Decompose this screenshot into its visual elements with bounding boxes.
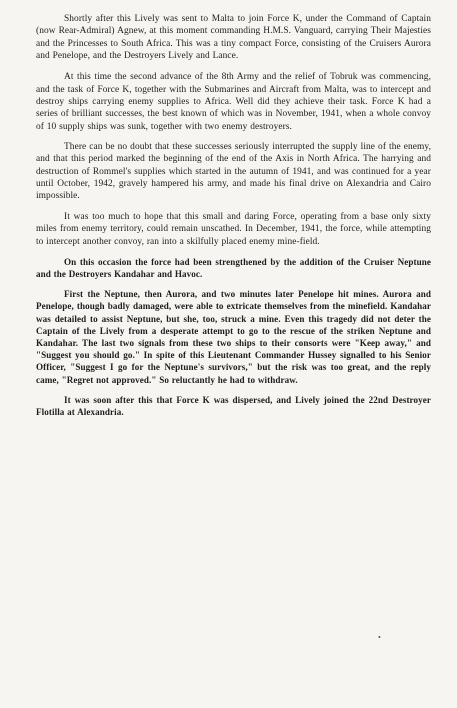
paragraph-force-k: Shortly after this Lively was sent to Malta to join Force K, under the Command of Captain (now Rear-Admiral) Agnew, at this moment commanding H.M.S. Vanguard, carrying Their Majesties and the Princesses to South Africa. This was a tiny compact Force, consisting of the Cruisers Aurora and Penelope, and the Destroyers Lively and Lance.: [36, 14, 431, 62]
paragraph-tobruk: At this time the second advance of the 8th Army and the relief of Tobruk was commencing, and the task of Force K, together with the Submarines and Aircraft from Malta, was to intercept and destroy ships carrying enemy supplies to Africa. Well did they achieve their task. Force K had a series of brilliant successes, the best known of which was in November, 1941, when a whole convoy of 10 supply ships was sunk, together with two enemy destroyers.: [36, 72, 431, 132]
paragraph-minefield: It was too much to hope that this small and daring Force, operating from a base only sixty miles from enemy territory, could remain unscathed. In December, 1941, the force, while attempting to intercept another convoy, ran into a skilfully placed enemy mine-field.: [36, 211, 431, 247]
paragraph-supply-line: There can be no doubt that these successes seriously interrupted the supply line of the enemy, and that this period marked the beginning of the end of the Axis in North Africa. The harrying and destruction of Rommel's supplies which started in the autumn of 1941, and was continued for a year until October, 1942, gravely hampered his army, and made his final drive on Alexandria and Cairo impossible.: [36, 142, 431, 202]
paragraph-mines-hit: First the Neptune, then Aurora, and two minutes later Penelope hit mines. Aurora and Penelope, though badly damaged, were able to extricate themselves from the minefield. Kandahar was detailed to assist Neptune, but she, too, struck a mine. Even this tragedy did not deter the Captain of the Lively from a desperate attempt to go to the rescue of the striken Neptune and Kandahar. The last two signals from these two ships to their consorts were "Keep away," and "Suggest you should go." In spite of this Lieutenant Commander Hussey signalled to his Senior Officer, "Suggest I go for the Neptune's survivors," but the risk was too great, and the reply came, "Regret not approved." So reluctantly he had to withdraw.: [36, 289, 431, 385]
paragraph-reinforcement: On this occasion the force had been strengthened by the addition of the Cruiser Neptune and the Destroyers Kandahar and Havoc.: [36, 256, 431, 280]
end-mark: •: [378, 633, 381, 642]
paragraph-dispersal: It was soon after this that Force K was dispersed, and Lively joined the 22nd Destroyer Flotilla at Alexandria.: [36, 394, 431, 418]
